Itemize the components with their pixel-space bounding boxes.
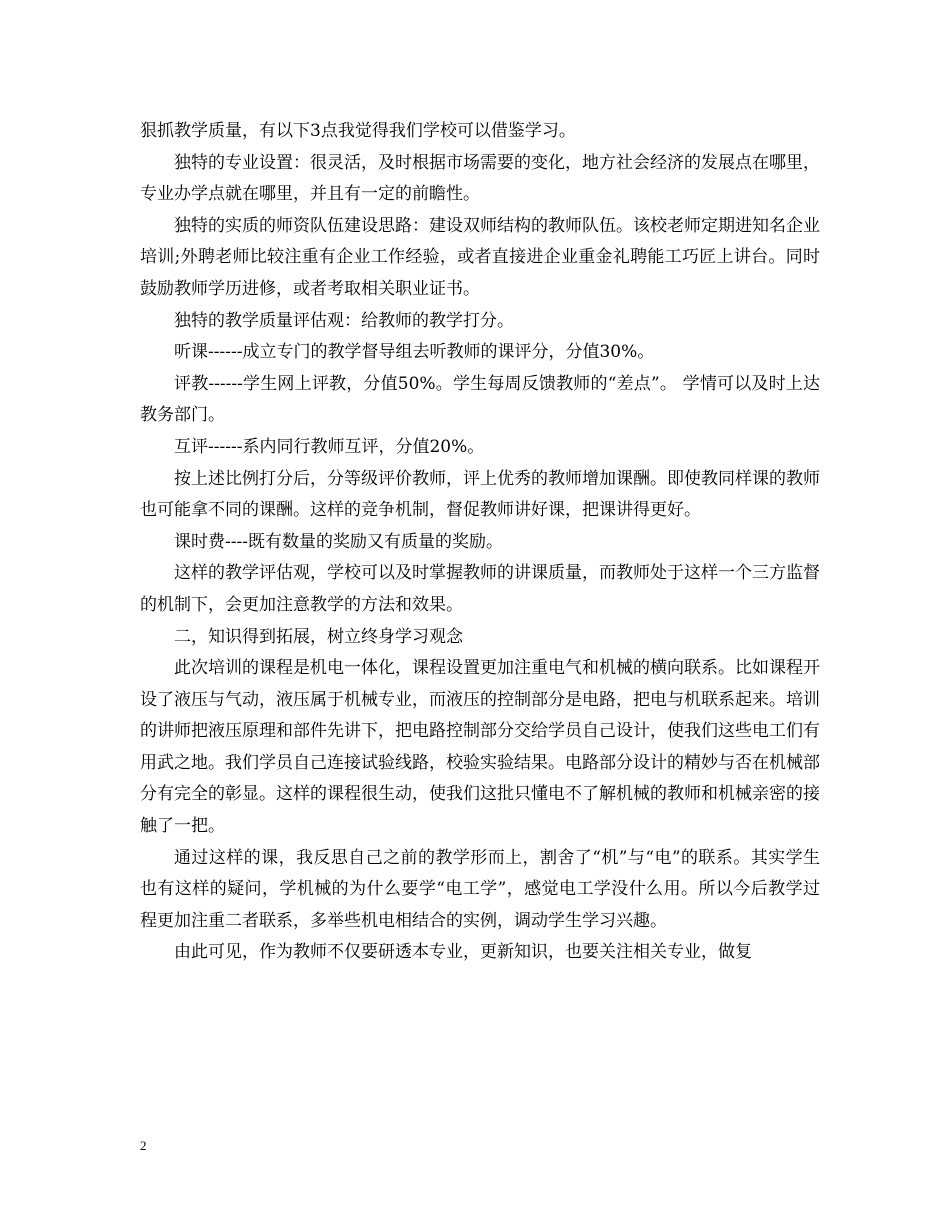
paragraph: 二，知识得到拓展，树立终身学习观念	[174, 626, 463, 647]
page-number: 2	[140, 1138, 147, 1153]
paragraph: 独特的专业设置：很灵活，及时根据市场需要的变化，地方社会经济的发展点在哪里，专业办学点就在哪里，并且有一定的前瞻性。	[140, 152, 820, 205]
paragraph: 由此可见，作为教师不仅要研透本专业，更新知识，也要关注相关专业，做复	[174, 942, 752, 963]
body-text	[140, 116, 820, 969]
paragraph: 听课------成立专门的教学督导组去听教师的课评分，分值30%。	[174, 342, 655, 363]
paragraph: 互评------系内同行教师互评，分值20%。	[174, 436, 485, 457]
paragraph: 按上述比例打分后，分等级评价教师，评上优秀的教师增加课酬。即使教同样课的教师也可能拿不同的课酬。这样的竞争机制，督促教师讲好课，把课讲得更好。	[140, 468, 820, 521]
paragraph: 评教------学生网上评教，分值50%。学生每周反馈教师的“差点”。 学情可以及时上达教务部门。	[140, 373, 820, 426]
paragraph: 狠抓教学质量，有以下3点我觉得我们学校可以借鉴学习。	[140, 121, 576, 141]
paragraph: 通过这样的课，我反思自己之前的教学形而上，割舍了“机”与“电”的联系。其实学生也有这样的疑问，学机械的为什么要学“电工学”，感觉电工学没什么用。所以今后教学过程更加注重二者联系，多举些机电相结合的实例，调动学生学习兴趣。	[140, 847, 820, 931]
paragraph: 独特的教学质量评估观：给教师的教学打分。	[174, 310, 514, 331]
paragraph: 课时费----既有数量的奖励又有质量的奖励。	[174, 531, 503, 552]
paragraph: 这样的教学评估观，学校可以及时掌握教师的讲课质量，而教师处于这样一个三方监督的机制下，会更加注意教学的方法和效果。	[140, 563, 820, 615]
paragraph: 此次培训的课程是机电一体化，课程设置更加注重电气和机械的横向联系。比如课程开设了液压与气动，液压属于机械专业，而液压的控制部分是电路，把电与机联系起来。培训的讲师把液压原理和部件先讲下，把电路控制部分交给学员自己设计，使我们这些电工们有用武之地。我们学员自己连接试验线路，校验实验结果。电路部分设计的精妙与否在机械部分有完全的彰显。这样的课程很生动，使我们这批只懂电不了解机械的教师和机械亲密的接触了一把。	[140, 658, 820, 837]
paragraph: 独特的实质的师资队伍建设思路：建设双师结构的教师队伍。该校老师定期进知名企业培训;外聘老师比较注重有企业工作经验，或者直接进企业重金礼聘能工巧匠上讲台。同时鼓励教师学历进修，或者考取相关职业证书。	[140, 215, 820, 299]
